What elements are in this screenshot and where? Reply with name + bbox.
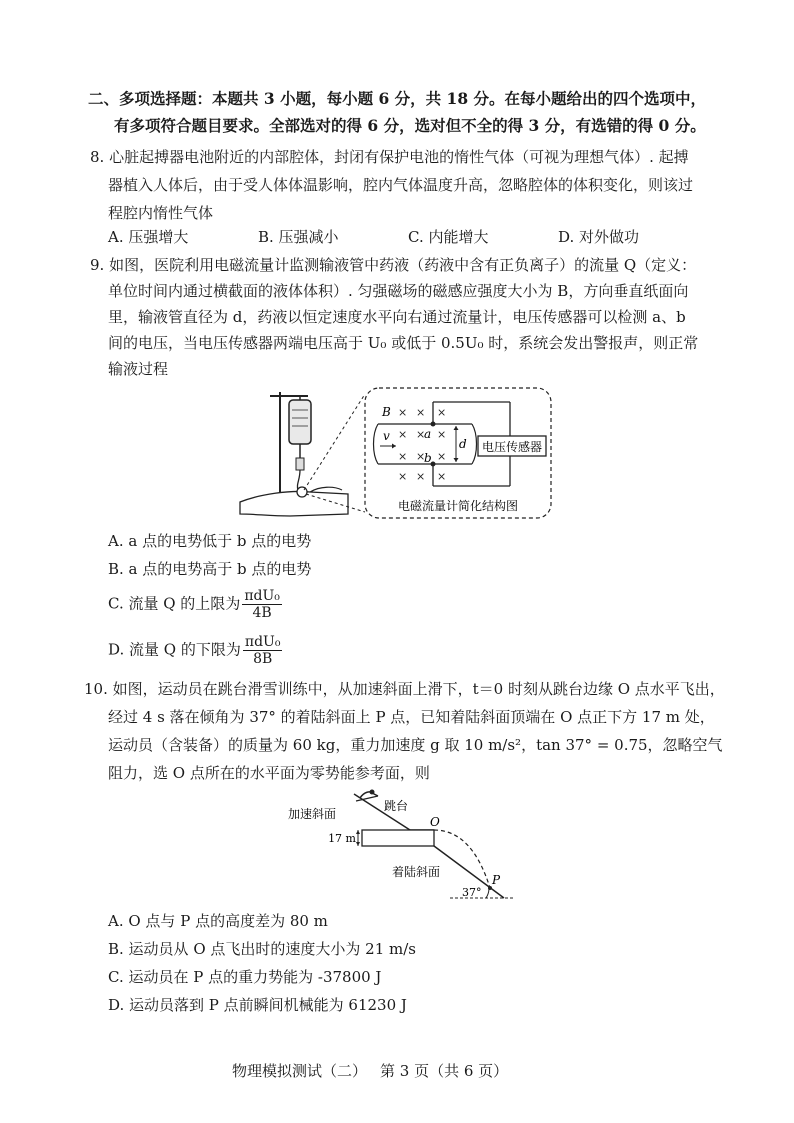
svg-text:×: × — [437, 428, 447, 441]
ski-jump-figure — [282, 784, 522, 908]
q9-stem-line2: 单位时间内通过横截面的液体体积）. 匀强磁场的磁感应强度大小为 B，方向垂直纸面向 — [108, 282, 689, 300]
label-d: d — [459, 437, 467, 451]
svg-text:×: × — [437, 470, 447, 483]
iv-bag — [289, 400, 311, 444]
label-a: a — [424, 427, 432, 441]
platform-label: 跳台 — [384, 799, 409, 813]
footer-page-number: 第 3 页（共 6 页） — [380, 1062, 509, 1080]
q10-stem-line4: 阻力，选 O 点所在的水平面为零势能参考面，则 — [108, 764, 430, 782]
angle-label: 37° — [462, 886, 482, 899]
q9-stem-line5: 输液过程 — [108, 360, 169, 378]
q10-stem-line1: 10. 如图，运动员在跳台滑雪训练中，从加速斜面上滑下，t＝0 时刻从跳台边缘 O 点水平飞出， — [84, 680, 725, 698]
label-P: P — [492, 873, 501, 887]
svg-text:×: × — [416, 470, 426, 483]
svg-text:×: × — [398, 450, 408, 463]
q8-option-c: C. 内能增大 — [408, 228, 489, 246]
label-v: v — [383, 429, 390, 443]
q10-stem-line2: 经过 4 s 落在倾角为 37° 的着陆斜面上 P 点，已知着陆斜面顶端在 O 点正下方 17 m 处， — [108, 708, 715, 726]
q9-stem-line3: 里，输液管直径为 d，药液以恒定速度水平向右通过流量计，电压传感器可以检测 a、b — [108, 308, 686, 326]
q10-option-c: C. 运动员在 P 点的重力势能为 -37800 J — [108, 968, 382, 986]
q9-option-b: B. a 点的电势高于 b 点的电势 — [108, 560, 312, 578]
label-O: O — [430, 815, 440, 829]
q9-option-c: C. 流量 Q 的上限为 $\frac{\text{πdU₀}}{4B}$ — [108, 588, 280, 621]
q10-option-a: A. O 点与 P 点的高度差为 80 m — [108, 912, 328, 930]
svg-text:×: × — [398, 406, 408, 419]
label-B: B — [382, 405, 391, 419]
q9-stem-line4: 间的电压，当电压传感器两端电压高于 U₀ 或低于 0.5U₀ 时，系统会发出警报声，则正常 — [108, 334, 699, 352]
ramp-label: 加速斜面 — [288, 807, 337, 821]
q9-option-c-fraction: $\frac{\text{πdU₀}}{4B}$ — [244, 588, 280, 621]
q8-option-b: B. 压强减小 — [258, 228, 339, 246]
q10-stem-line3: 运动员（含装备）的质量为 60 kg，重力加速度 g 取 10 m/s²，tan 37° = 0.75，忽略空气 — [108, 736, 723, 754]
q9-option-a: A. a 点的电势低于 b 点的电势 — [108, 532, 312, 550]
svg-text:×: × — [398, 470, 408, 483]
section-heading-line1: 二、多项选择题：本题共 3 小题，每小题 6 分，共 18 分。在每小题给出的四个选项中， — [88, 89, 707, 108]
section-heading-line2: 有多项符合题目要求。全部选对的得 6 分，选对但不全的得 3 分，有选错的得 0 分。 — [114, 116, 706, 135]
q8-option-d: D. 对外做功 — [558, 228, 640, 246]
q8-option-a: A. 压强增大 — [108, 228, 189, 246]
svg-text:×: × — [416, 450, 426, 463]
patient-arm — [240, 491, 348, 516]
q10-option-d: D. 运动员落到 P 点前瞬间机械能为 61230 J — [108, 996, 407, 1014]
platform-block — [362, 830, 434, 846]
svg-text:×: × — [437, 406, 447, 419]
voltage-sensor-label: 电压传感器 — [481, 440, 543, 454]
q9-option-d: D. 流量 Q 的下限为 $\frac{\text{πdU₀}}{8B}$ — [108, 634, 281, 667]
landing-slope-label: 着陆斜面 — [392, 865, 441, 879]
q8-stem-line3: 程腔内惰性气体 — [108, 204, 214, 222]
label-b: b — [424, 451, 432, 465]
trajectory — [434, 830, 490, 888]
svg-text:×: × — [398, 428, 408, 441]
svg-text:×: × — [416, 406, 426, 419]
q8-stem-line1: 8. 心脏起搏器电池附近的内部腔体，封闭有保护电池的惰性气体（可视为理想气体）. 起搏 — [90, 148, 689, 166]
magnetic-field-crosses — [398, 406, 446, 483]
flowmeter-figure — [230, 382, 570, 527]
svg-text:×: × — [437, 450, 447, 463]
footer-subject: 物理模拟测试（二） — [232, 1062, 368, 1080]
svg-text:×: × — [416, 428, 426, 441]
flowmeter-caption: 电磁流量计简化结构图 — [397, 499, 519, 513]
q9-stem-line1: 9. 如图，医院利用电磁流量计监测输液管中药液（药液中含有正负离子）的流量 Q（定义： — [90, 256, 697, 274]
q9-option-d-fraction: $\frac{\text{πdU₀}}{8B}$ — [244, 634, 281, 667]
q10-option-b: B. 运动员从 O 点飞出时的速度大小为 21 m/s — [108, 940, 416, 958]
q8-stem-line2: 器植入人体后，由于受人体体温影响，腔内气体温度升高，忽略腔体的体积变化，则该过 — [108, 176, 694, 194]
height-17m-label: 17 m — [328, 832, 356, 845]
